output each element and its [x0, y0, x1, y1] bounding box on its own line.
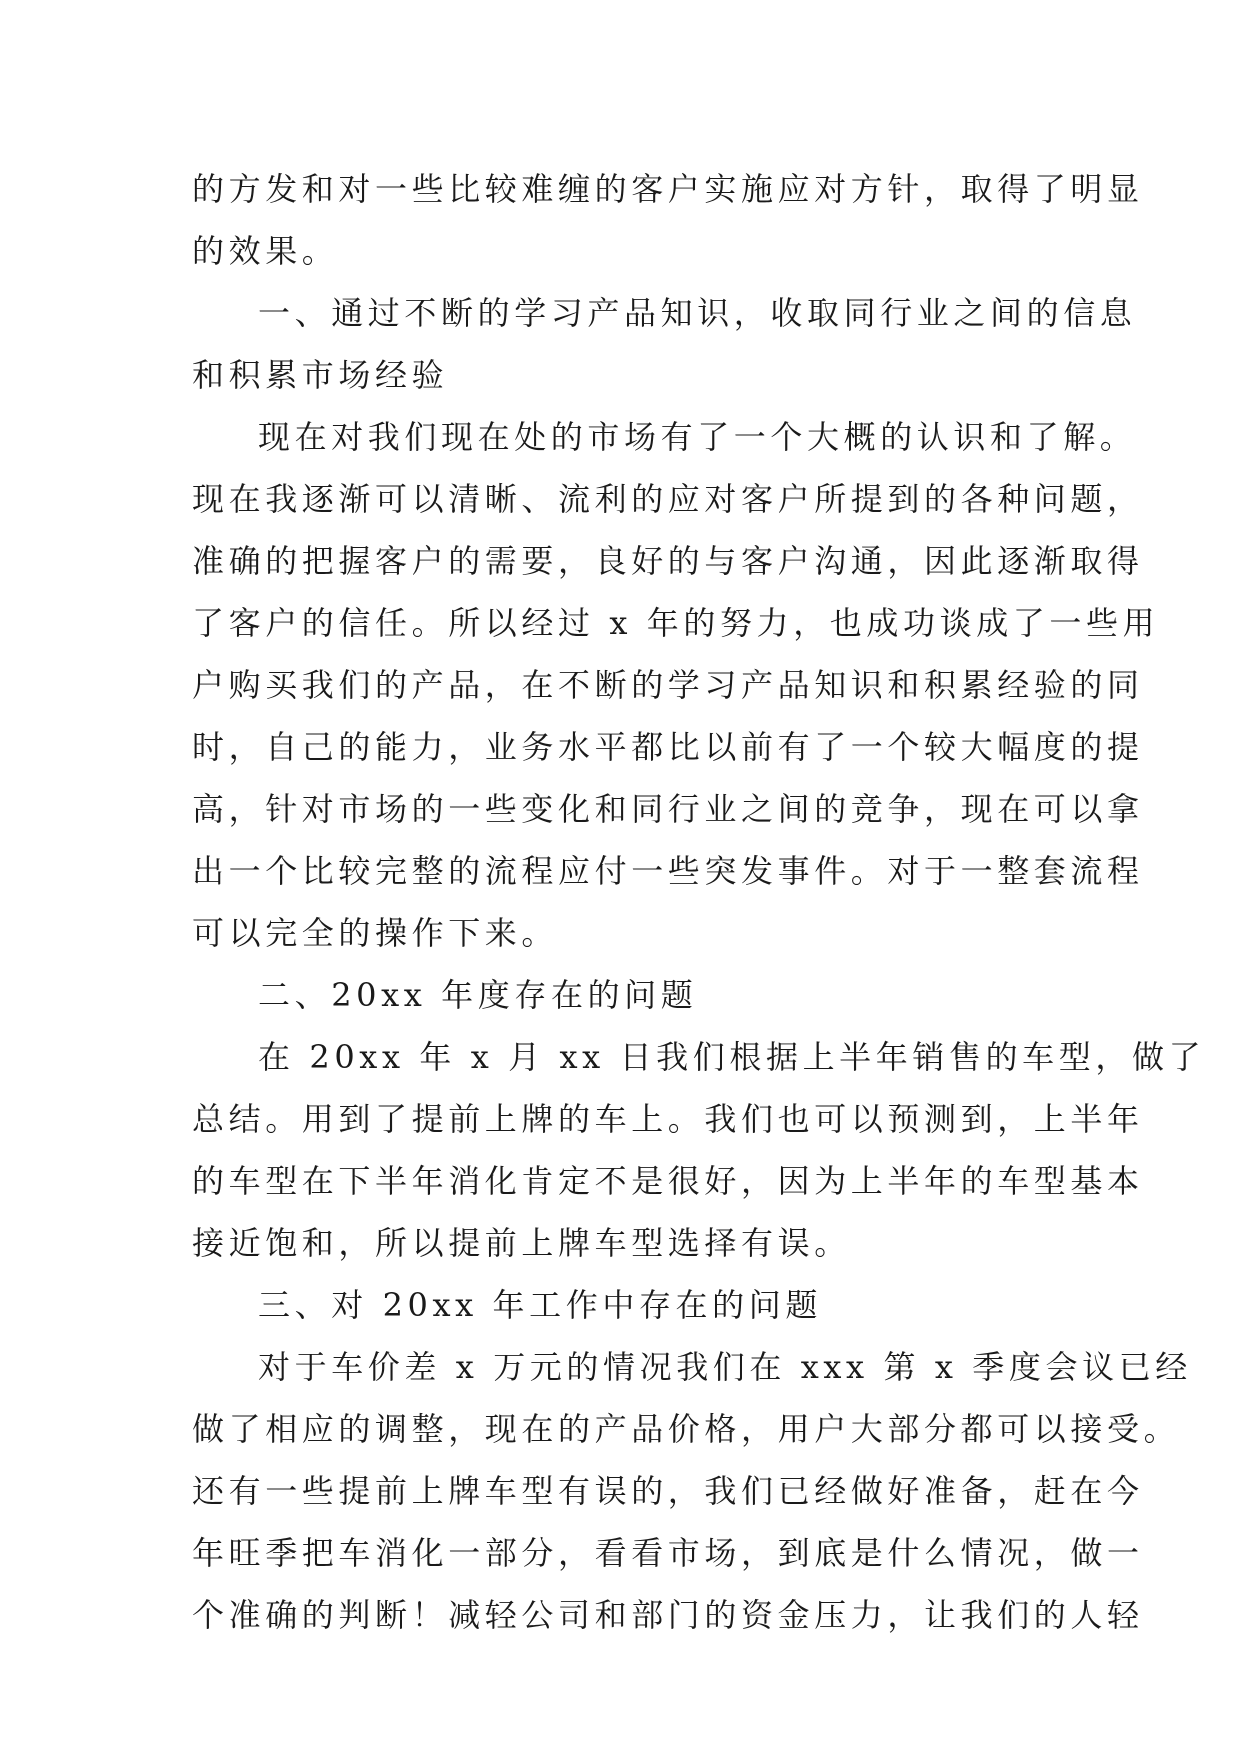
text-line: 的效果。	[192, 232, 339, 270]
text-line: 总结。用到了提前上牌的车上。我们也可以预测到，上半年	[192, 1100, 1144, 1138]
text-line: 对于车价差 x 万元的情况我们在 xxx 第 x 季度会议已经	[258, 1348, 1192, 1386]
text-line: 现在对我们现在处的市场有了一个大概的认识和了解。	[258, 418, 1137, 456]
section-heading-continued: 和积累市场经验	[192, 356, 449, 394]
text-line: 接近饱和，所以提前上牌车型选择有误。	[192, 1224, 851, 1262]
text-line: 可以完全的操作下来。	[192, 914, 559, 952]
text-line: 高，针对市场的一些变化和同行业之间的竞争，现在可以拿	[192, 790, 1144, 828]
text-line: 个准确的判断！减轻公司和部门的资金压力，让我们的人轻	[192, 1596, 1144, 1634]
text-line: 准确的把握客户的需要，良好的与客户沟通，因此逐渐取得	[192, 542, 1144, 580]
text-line: 还有一些提前上牌车型有误的，我们已经做好准备，赶在今	[192, 1472, 1144, 1510]
text-line: 在 20xx 年 x 月 xx 日我们根据上半年销售的车型，做了	[258, 1038, 1206, 1076]
section-heading: 三、对 20xx 年工作中存在的问题	[258, 1286, 822, 1324]
text-line: 的方发和对一些比较难缠的客户实施应对方针，取得了明显	[192, 170, 1144, 208]
text-line: 时，自己的能力，业务水平都比以前有了一个较大幅度的提	[192, 728, 1144, 766]
text-line: 了客户的信任。所以经过 x 年的努力，也成功谈成了一些用	[192, 604, 1160, 642]
document-body	[192, 158, 1206, 1646]
text-line: 的车型在下半年消化肯定不是很好，因为上半年的车型基本	[192, 1162, 1144, 1200]
text-line: 年旺季把车消化一部分，看看市场，到底是什么情况，做一	[192, 1534, 1144, 1572]
text-line: 做了相应的调整，现在的产品价格，用户大部分都可以接受。	[192, 1410, 1181, 1448]
text-line: 现在我逐渐可以清晰、流利的应对客户所提到的各种问题，	[192, 480, 1144, 518]
text-line: 出一个比较完整的流程应付一些突发事件。对于一整套流程	[192, 852, 1144, 890]
text-line: 户购买我们的产品，在不断的学习产品知识和积累经验的同	[192, 666, 1144, 704]
section-heading: 二、20xx 年度存在的问题	[258, 976, 698, 1014]
section-heading: 一、通过不断的学习产品知识，收取同行业之间的信息	[258, 294, 1137, 332]
